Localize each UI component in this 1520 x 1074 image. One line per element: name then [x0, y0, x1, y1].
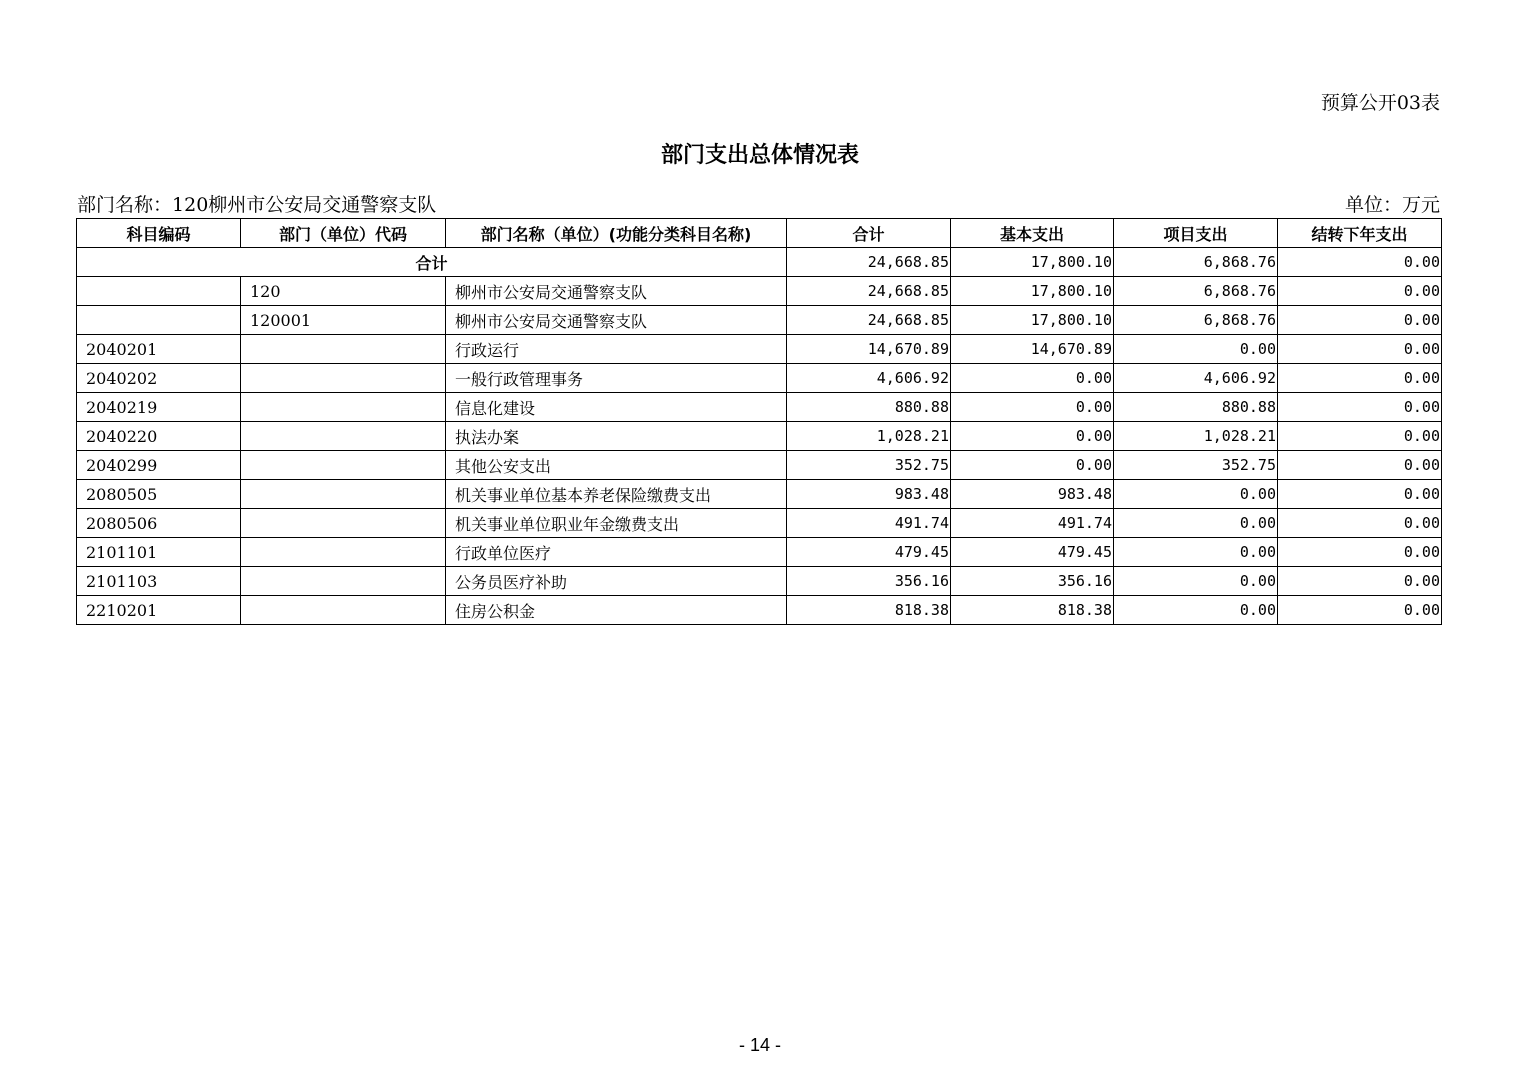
cell-total: 818.38 — [787, 596, 951, 625]
cell-total: 4,606.92 — [787, 364, 951, 393]
cell-basic: 14,670.89 — [951, 335, 1114, 364]
total-row-label: 合计 — [77, 248, 787, 277]
table-row — [77, 567, 1442, 596]
cell-subject-code — [77, 306, 241, 335]
table-row — [77, 364, 1442, 393]
cell-unit-name: 机关事业单位职业年金缴费支出 — [446, 509, 787, 538]
cell-total: 983.48 — [787, 480, 951, 509]
cell-unit-code — [241, 422, 446, 451]
cell-carryover: 0.00 — [1278, 335, 1442, 364]
cell-project: 0.00 — [1114, 509, 1278, 538]
cell-project: 0.00 — [1114, 596, 1278, 625]
cell-unit-name: 信息化建设 — [446, 393, 787, 422]
total-row-project: 6,868.76 — [1114, 248, 1278, 277]
cell-total: 1,028.21 — [787, 422, 951, 451]
total-row — [77, 248, 1442, 277]
cell-unit-code — [241, 538, 446, 567]
cell-basic: 0.00 — [951, 451, 1114, 480]
cell-subject-code: 2040219 — [77, 393, 241, 422]
table-row — [77, 538, 1442, 567]
cell-unit-name: 行政单位医疗 — [446, 538, 787, 567]
cell-carryover: 0.00 — [1278, 306, 1442, 335]
cell-unit-code — [241, 509, 446, 538]
header-carryover: 结转下年支出 — [1278, 219, 1442, 248]
cell-total: 24,668.85 — [787, 306, 951, 335]
table-row — [77, 451, 1442, 480]
cell-total: 479.45 — [787, 538, 951, 567]
cell-project: 0.00 — [1114, 538, 1278, 567]
total-row-carryover: 0.00 — [1278, 248, 1442, 277]
cell-basic: 491.74 — [951, 509, 1114, 538]
table-row — [77, 480, 1442, 509]
cell-project: 880.88 — [1114, 393, 1278, 422]
cell-project: 4,606.92 — [1114, 364, 1278, 393]
cell-project: 0.00 — [1114, 480, 1278, 509]
form-id: 预算公开03表 — [1320, 92, 1440, 114]
cell-subject-code: 2040299 — [77, 451, 241, 480]
cell-subject-code: 2101101 — [77, 538, 241, 567]
department-value: 120柳州市公安局交通警察支队 — [172, 194, 437, 216]
table-row — [77, 422, 1442, 451]
cell-unit-name: 公务员医疗补助 — [446, 567, 787, 596]
cell-subject-code: 2080505 — [77, 480, 241, 509]
total-row-total: 24,668.85 — [787, 248, 951, 277]
table-row — [77, 277, 1442, 306]
cell-basic: 356.16 — [951, 567, 1114, 596]
cell-carryover: 0.00 — [1278, 364, 1442, 393]
cell-subject-code: 2101103 — [77, 567, 241, 596]
unit-label: 单位： — [1344, 194, 1402, 216]
cell-project: 0.00 — [1114, 567, 1278, 596]
cell-carryover: 0.00 — [1278, 567, 1442, 596]
cell-carryover: 0.00 — [1278, 393, 1442, 422]
cell-carryover: 0.00 — [1278, 451, 1442, 480]
header-subject-code: 科目编码 — [77, 219, 241, 248]
cell-total: 14,670.89 — [787, 335, 951, 364]
cell-carryover: 0.00 — [1278, 480, 1442, 509]
cell-carryover: 0.00 — [1278, 596, 1442, 625]
cell-basic: 0.00 — [951, 364, 1114, 393]
cell-total: 24,668.85 — [787, 277, 951, 306]
cell-carryover: 0.00 — [1278, 422, 1442, 451]
header-project: 项目支出 — [1114, 219, 1278, 248]
cell-unit-code — [241, 364, 446, 393]
header-unit-name: 部门名称（单位）(功能分类科目名称) — [446, 219, 787, 248]
cell-unit-code — [241, 451, 446, 480]
cell-unit-code — [241, 567, 446, 596]
cell-project: 352.75 — [1114, 451, 1278, 480]
cell-carryover: 0.00 — [1278, 538, 1442, 567]
cell-unit-code — [241, 480, 446, 509]
department-label: 部门名称： — [77, 194, 173, 216]
cell-total: 352.75 — [787, 451, 951, 480]
cell-unit-name: 住房公积金 — [446, 596, 787, 625]
table-row — [77, 509, 1442, 538]
cell-total: 491.74 — [787, 509, 951, 538]
cell-project: 0.00 — [1114, 335, 1278, 364]
header-unit-code: 部门（单位）代码 — [241, 219, 446, 248]
cell-unit-name: 其他公安支出 — [446, 451, 787, 480]
unit-info — [1345, 190, 1440, 217]
total-row-basic: 17,800.10 — [951, 248, 1114, 277]
cell-subject-code: 2040220 — [77, 422, 241, 451]
cell-carryover: 0.00 — [1278, 277, 1442, 306]
cell-unit-name: 柳州市公安局交通警察支队 — [446, 277, 787, 306]
cell-subject-code — [77, 277, 241, 306]
cell-unit-name: 行政运行 — [446, 335, 787, 364]
cell-basic: 0.00 — [951, 393, 1114, 422]
cell-unit-code — [241, 335, 446, 364]
cell-project: 6,868.76 — [1114, 277, 1278, 306]
cell-project: 6,868.76 — [1114, 306, 1278, 335]
department-info — [77, 190, 436, 217]
cell-subject-code: 2040202 — [77, 364, 241, 393]
cell-unit-name: 执法办案 — [446, 422, 787, 451]
table-header-row — [77, 219, 1442, 248]
table-row — [77, 596, 1442, 625]
cell-unit-code — [241, 393, 446, 422]
header-total: 合计 — [787, 219, 951, 248]
cell-unit-name: 机关事业单位基本养老保险缴费支出 — [446, 480, 787, 509]
cell-unit-code — [241, 596, 446, 625]
cell-basic: 818.38 — [951, 596, 1114, 625]
cell-unit-name: 柳州市公安局交通警察支队 — [446, 306, 787, 335]
cell-basic: 983.48 — [951, 480, 1114, 509]
cell-subject-code: 2080506 — [77, 509, 241, 538]
table-row — [77, 306, 1442, 335]
cell-unit-code: 120001 — [241, 306, 446, 335]
page-number: - 14 - — [738, 1035, 781, 1055]
cell-unit-name: 一般行政管理事务 — [446, 364, 787, 393]
page-title: 部门支出总体情况表 — [660, 143, 859, 168]
cell-basic: 17,800.10 — [951, 306, 1114, 335]
cell-total: 356.16 — [787, 567, 951, 596]
cell-basic: 17,800.10 — [951, 277, 1114, 306]
cell-project: 1,028.21 — [1114, 422, 1278, 451]
cell-unit-code: 120 — [241, 277, 446, 306]
cell-subject-code: 2210201 — [77, 596, 241, 625]
cell-basic: 0.00 — [951, 422, 1114, 451]
header-basic: 基本支出 — [951, 219, 1114, 248]
cell-basic: 479.45 — [951, 538, 1114, 567]
cell-carryover: 0.00 — [1278, 509, 1442, 538]
unit-value: 万元 — [1401, 194, 1440, 216]
table-row — [77, 393, 1442, 422]
table-row — [77, 335, 1442, 364]
cell-subject-code: 2040201 — [77, 335, 241, 364]
expenditure-table — [76, 218, 1442, 625]
cell-total: 880.88 — [787, 393, 951, 422]
